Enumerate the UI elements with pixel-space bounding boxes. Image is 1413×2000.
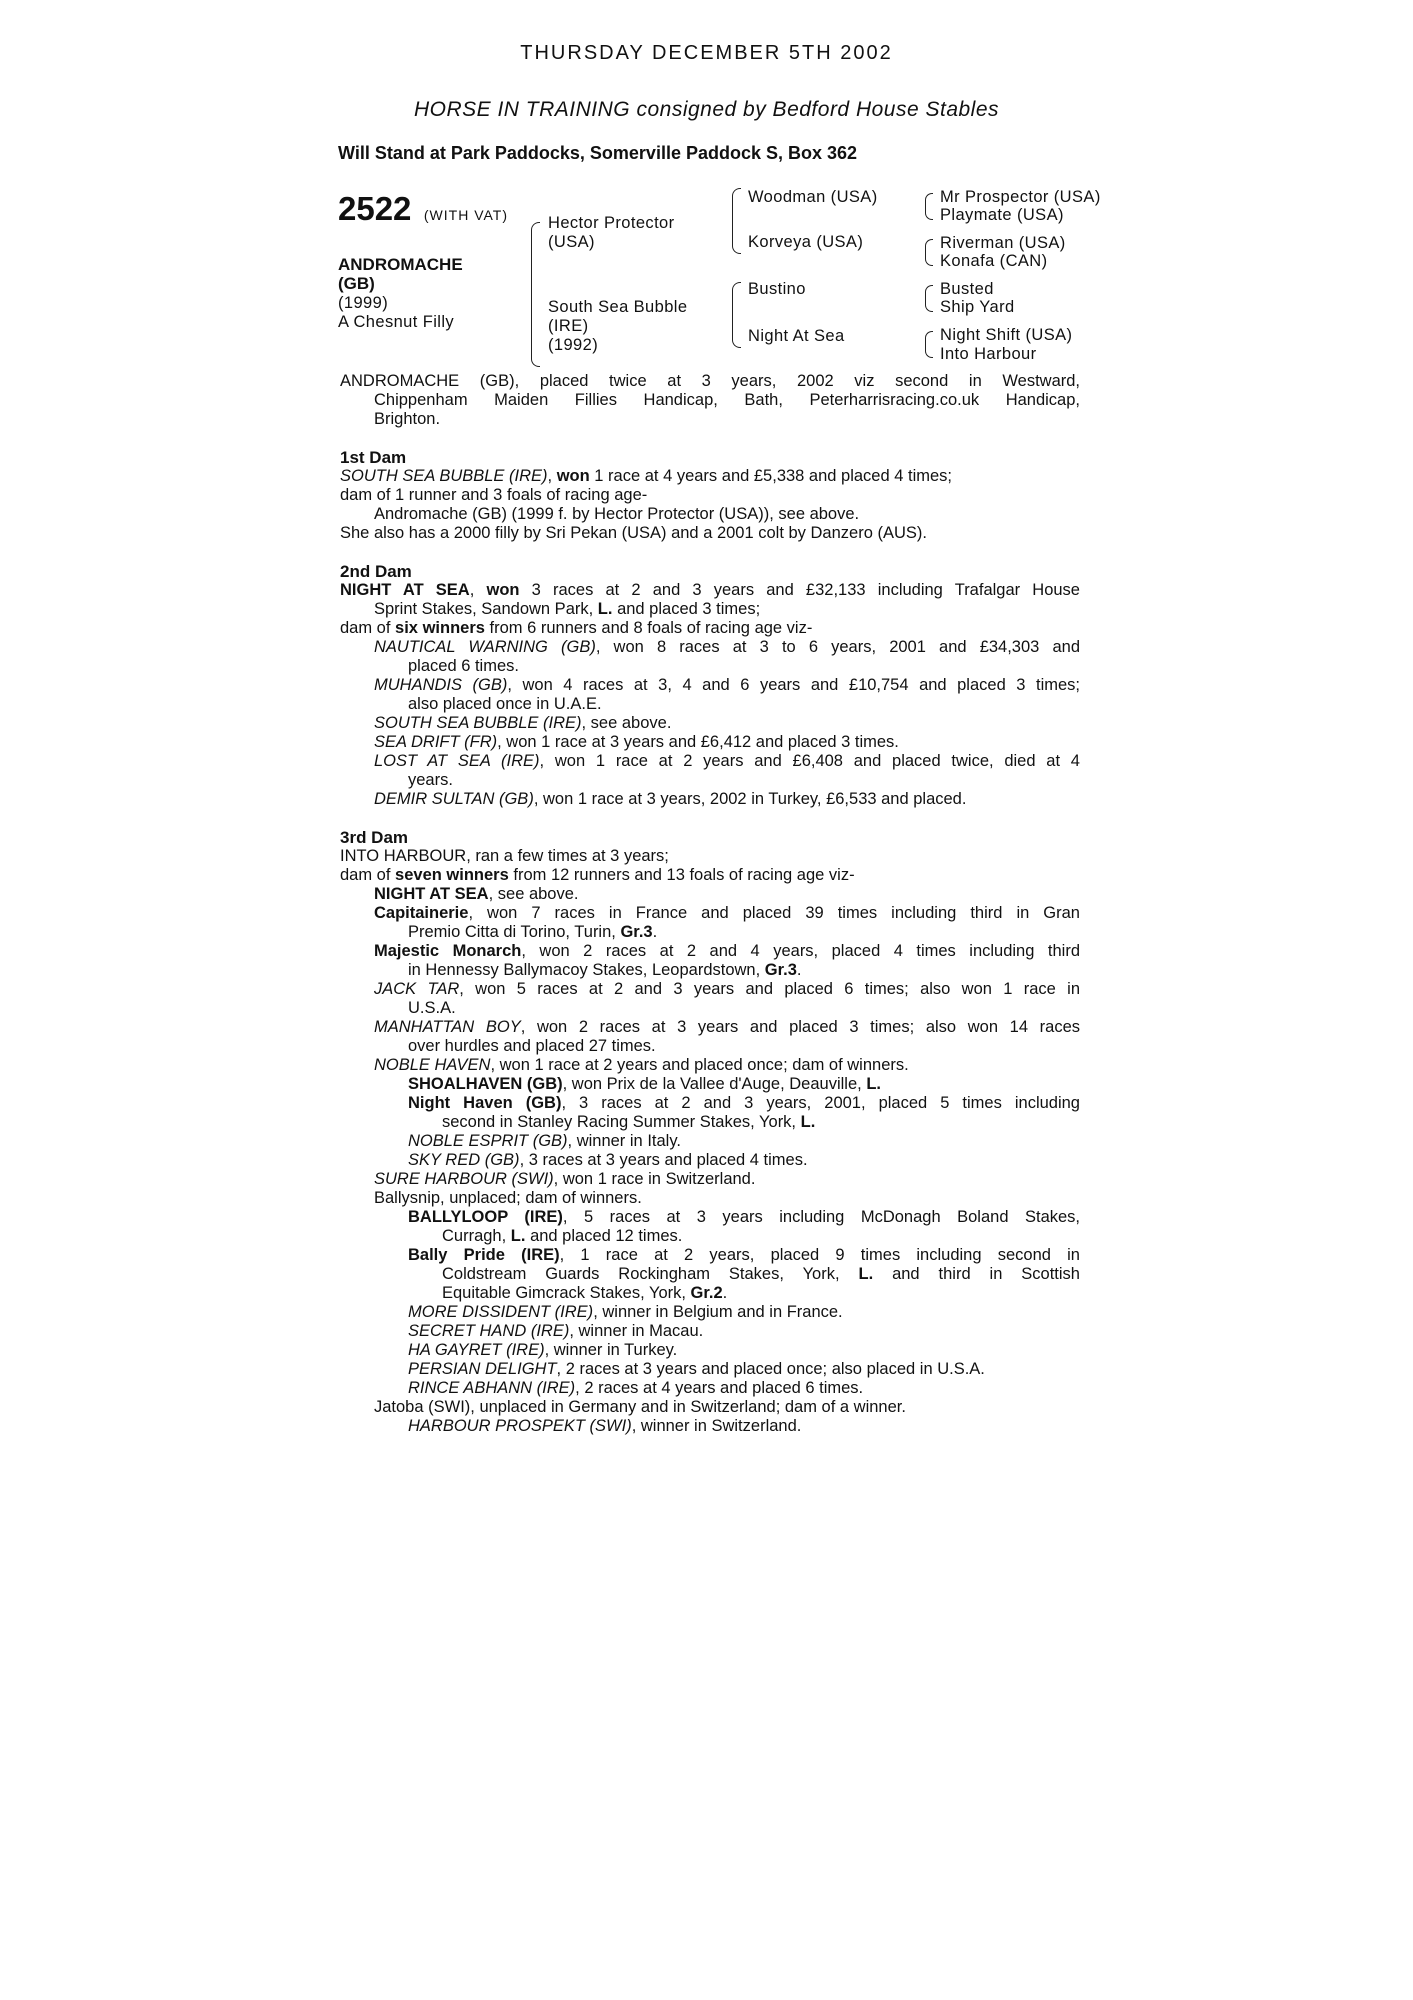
pedigree-brace-ds [925,285,933,312]
pedigree-dam: South Sea Bubble [548,298,688,316]
produce-entry: Majestic Monarch, won 2 races at 2 and 4 years, placed 4 times including third [374,942,1080,960]
produce-entry: MANHATTAN BOY, won 2 races at 3 years and placed 3 times; also won 14 races [374,1018,1080,1036]
first-dam-foal: Andromache (GB) (1999 f. by Hector Protector (USA)), see above. [374,505,860,523]
produce-entry-cont: placed 6 times. [408,657,519,675]
pedigree-sire-origin: (USA) [548,233,595,251]
pedigree-sdd: Konafa (CAN) [940,252,1048,270]
produce-entry: MORE DISSIDENT (IRE), winner in Belgium and in France. [408,1303,843,1321]
produce-entry-cont: also placed once in U.A.E. [408,695,602,713]
first-dam-record: SOUTH SEA BUBBLE (IRE), won 1 race at 4 years and £5,338 and placed 4 times; [340,467,953,485]
produce-entry: HARBOUR PROSPEKT (SWI), winner in Switzerland. [408,1417,802,1435]
produce-entry-cont: in Hennessy Ballymacoy Stakes, Leopardstown, Gr.3. [408,961,802,979]
produce-entry: BALLYLOOP (IRE), 5 races at 3 years including McDonagh Boland Stakes, [408,1208,1081,1226]
pedigree-dam-origin: (IRE) [548,317,589,335]
produce-entry: NOBLE ESPRIT (GB), winner in Italy. [408,1132,681,1150]
second-dam-record-cont: Sprint Stakes, Sandown Park, L. and placed 3 times; [374,600,761,618]
produce-entry: SHOALHAVEN (GB), won Prix de la Vallee d'Auge, Deauville, L. [408,1075,881,1093]
produce-entry: Capitainerie, won 7 races in France and placed 39 times including third in Gran [374,904,1080,922]
summary-line: ANDROMACHE (GB), placed twice at 3 years, 2002 viz second in Westward, [340,372,1080,390]
produce-entry: NIGHT AT SEA, see above. [374,885,579,903]
produce-entry: Night Haven (GB), 3 races at 2 and 3 years, 2001, placed 5 times including [408,1094,1080,1112]
pedigree-sire-sire: Woodman (USA) [748,188,878,206]
produce-entry: LOST AT SEA (IRE), won 1 race at 2 years and £6,408 and placed twice, died at 4 [374,752,1080,770]
stand-location: Will Stand at Park Paddocks, Somerville Paddock S, Box 362 [338,143,858,163]
pedigree-sds: Riverman (USA) [940,234,1066,252]
third-dam-record: INTO HARBOUR, ran a few times at 3 years; [340,847,669,865]
pedigree-dam-sire: Bustino [748,280,806,298]
produce-entry: SOUTH SEA BUBBLE (IRE), see above. [374,714,672,732]
pedigree-brace-ss [925,193,933,220]
produce-entry: NOBLE HAVEN, won 1 race at 2 years and placed once; dam of winners. [374,1056,909,1074]
horse-name: ANDROMACHE [338,255,463,274]
produce-entry: Ballysnip, unplaced; dam of winners. [374,1189,642,1207]
pedigree-dam-dam: Night At Sea [748,327,845,345]
produce-entry: SURE HARBOUR (SWI), won 1 race in Switzerland. [374,1170,756,1188]
produce-entry: HA GAYRET (IRE), winner in Turkey. [408,1341,678,1359]
produce-entry: JACK TAR, won 5 races at 2 and 3 years and placed 6 times; also won 1 race in [374,980,1080,998]
produce-entry: SKY RED (GB), 3 races at 3 years and placed 4 times. [408,1151,808,1169]
first-dam-heading: 1st Dam [340,448,407,467]
produce-entry-cont: Premio Citta di Torino, Turin, Gr.3. [408,923,658,941]
produce-entry: SEA DRIFT (FR), won 1 race at 3 years and £6,412 and placed 3 times. [374,733,899,751]
produce-entry-cont: over hurdles and placed 27 times. [408,1037,656,1055]
produce-entry-cont: Curragh, L. and placed 12 times. [442,1227,683,1245]
produce-entry: Bally Pride (IRE), 1 race at 2 years, placed 9 times including second in [408,1246,1080,1264]
horse-origin: (GB) [338,274,375,293]
consignment-headline: HORSE IN TRAINING consigned by Bedford House Stables [413,98,1000,121]
pedigree-brace-dam [732,282,741,348]
pedigree-dsd: Ship Yard [940,298,1015,316]
produce-entry-cont: years. [408,771,453,789]
pedigree-ddd: Into Harbour [940,345,1037,363]
lot-number-line [338,190,508,228]
first-dam-note: She also has a 2000 filly by Sri Pekan (USA) and a 2001 colt by Danzero (AUS). [340,524,927,542]
lot-number: 2522 [338,190,412,227]
pedigree-dss: Busted [940,280,994,298]
produce-entry-cont: U.S.A. [408,999,456,1017]
pedigree-dam-year: (1992) [548,336,599,354]
produce-entry-cont: Equitable Gimcrack Stakes, York, Gr.2. [442,1284,728,1302]
vat-note: (WITH VAT) [423,207,509,223]
catalogue-body [340,372,1080,1436]
produce-entry: SECRET HAND (IRE), winner in Macau. [408,1322,704,1340]
pedigree-ssd: Playmate (USA) [940,206,1064,224]
pedigree-brace-sire [732,188,741,254]
produce-entry: DEMIR SULTAN (GB), won 1 race at 3 years, 2002 in Turkey, £6,533 and placed. [374,790,967,808]
pedigree-sire: Hector Protector [548,214,675,232]
summary-line: Chippenham Maiden Fillies Handicap, Bath, Peterharrisracing.co.uk Handicap, [374,391,1080,409]
produce-entry-cont: Coldstream Guards Rockingham Stakes, York, L. and third in Scottish [442,1265,1080,1283]
pedigree-brace-dd [925,331,933,358]
produce-entry-cont: second in Stanley Racing Summer Stakes, York, L. [442,1113,816,1131]
second-dam-record: NIGHT AT SEA, won 3 races at 2 and 3 years and £32,133 including Trafalgar House [340,581,1080,599]
pedigree-sss: Mr Prospector (USA) [940,188,1101,206]
produce-entry: RINCE ABHANN (IRE), 2 races at 4 years and placed 6 times. [408,1379,864,1397]
produce-entry: MUHANDIS (GB), won 4 races at 3, 4 and 6 years and £10,754 and placed 3 times; [374,676,1080,694]
first-dam-produce: dam of 1 runner and 3 foals of racing age- [340,486,648,504]
produce-entry: PERSIAN DELIGHT, 2 races at 3 years and placed once; also placed in U.S.A. [408,1360,985,1378]
pedigree-brace-sd [925,239,933,266]
second-dam-heading: 2nd Dam [340,562,412,581]
pedigree-brace-gen1 [531,222,540,367]
sale-date: THURSDAY DECEMBER 5TH 2002 [520,42,893,64]
pedigree-sire-dam: Korveya (USA) [748,233,864,251]
horse-year: (1999) [338,294,389,312]
third-dam-heading: 3rd Dam [340,828,409,847]
second-dam-produce: dam of six winners from 6 runners and 8 foals of racing age viz- [340,619,813,637]
produce-entry: Jatoba (SWI), unplaced in Germany and in Switzerland; dam of a winner. [374,1398,906,1416]
third-dam-produce: dam of seven winners from 12 runners and 13 foals of racing age viz- [340,866,855,884]
pedigree-dds: Night Shift (USA) [940,326,1073,344]
produce-entry: NAUTICAL WARNING (GB), won 8 races at 3 to 6 years, 2001 and £34,303 and [374,638,1080,656]
summary-line: Brighton. [374,410,441,428]
horse-description: A Chesnut Filly [338,313,455,331]
